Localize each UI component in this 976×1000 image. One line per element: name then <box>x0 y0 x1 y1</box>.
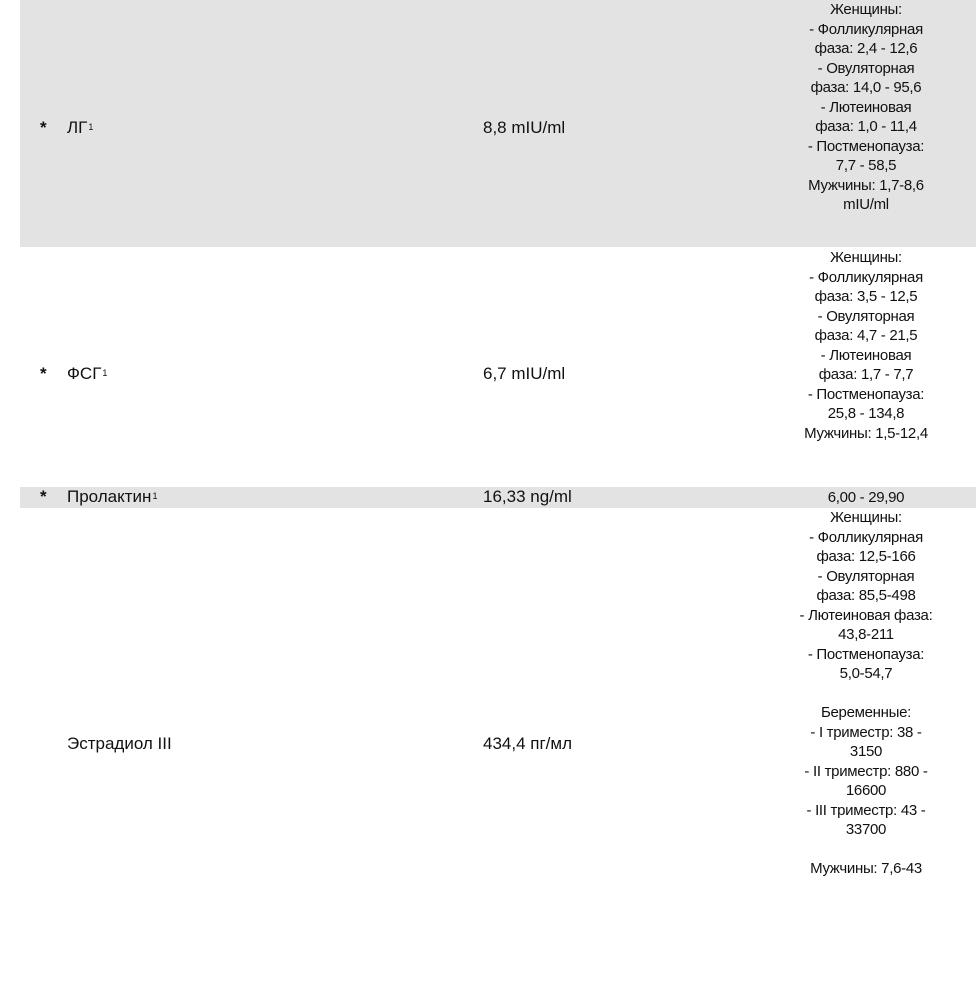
test-name <box>67 118 93 138</box>
reference-line: фаза: 2,4 - 12,6 <box>814 40 918 57</box>
table-row-prolactin <box>20 487 976 508</box>
reference-line: Мужчины: 1,5-12,4 <box>804 424 928 442</box>
reference-line: Мужчины: 1,7-8,6 <box>808 176 924 194</box>
reference-line: фаза: 85,5-498 <box>816 587 916 604</box>
reference-line: Беременные: <box>820 704 912 721</box>
reference-line: 6,00 - 29,90 <box>827 489 905 506</box>
reference-line: - Овуляторная <box>817 307 915 325</box>
reference-line: 43,8-211 <box>838 626 894 643</box>
reference-line: - Овуляторная <box>817 59 915 77</box>
reference-line: фаза: 1,7 - 7,7 <box>818 366 914 383</box>
reference-line: фаза: 14,0 - 95,6 <box>810 79 922 96</box>
test-result: 434,4 пг/мл <box>483 734 573 753</box>
reference-line: 7,7 - 58,5 <box>835 157 897 174</box>
test-name-text: ЛГ <box>67 118 88 137</box>
test-result: 16,33 ng/ml <box>483 487 572 506</box>
reference-line: - II триместр: 880 - <box>804 762 928 780</box>
reference-line: - Лютеиновая фаза: <box>799 606 933 624</box>
reference-line: - Овуляторная <box>817 567 915 585</box>
footnote-marker: 1 <box>102 368 108 378</box>
test-name-text: ФСГ <box>67 364 102 383</box>
reference-line-gap <box>748 840 976 860</box>
lab-results-table <box>20 0 976 1000</box>
table-row-fsh <box>20 247 976 487</box>
footnote-marker: 1 <box>88 122 94 132</box>
table-row-lh <box>20 0 976 247</box>
test-name <box>67 487 157 507</box>
reference-line: фаза: 12,5-166 <box>816 548 916 565</box>
reference-range <box>748 488 976 508</box>
reference-line: 16600 <box>845 782 887 799</box>
reference-line: 33700 <box>845 821 887 838</box>
test-result: 6,7 mIU/ml <box>483 364 566 383</box>
reference-line: - Постменопауза: <box>807 645 925 663</box>
reference-line: - Лютеиновая <box>820 346 912 364</box>
reference-line: Женщины: <box>830 509 902 526</box>
footnote-marker: 1 <box>152 491 158 501</box>
reference-line-gap <box>748 684 976 704</box>
reference-line: - I триместр: 38 - <box>810 723 922 741</box>
test-name-text: Эстрадиол III <box>67 734 172 753</box>
test-name <box>67 364 107 384</box>
required-marker: * <box>40 364 47 383</box>
reference-range <box>748 508 976 879</box>
reference-line: фаза: 1,0 - 11,4 <box>815 118 917 135</box>
reference-line: mIU/ml <box>843 196 889 213</box>
reference-line: - III триместр: 43 - <box>806 801 926 819</box>
reference-line: 3150 <box>849 743 883 760</box>
reference-line: - Лютеиновая <box>820 98 912 116</box>
reference-line: - Фолликулярная <box>809 20 923 38</box>
test-name-text: Пролактин <box>67 487 152 506</box>
reference-line: фаза: 4,7 - 21,5 <box>814 327 918 344</box>
reference-line: Женщины: <box>830 249 902 266</box>
reference-line: 25,8 - 134,8 <box>827 405 905 422</box>
reference-line: - Постменопауза: <box>807 385 925 403</box>
reference-line: - Фолликулярная <box>809 528 923 546</box>
reference-range <box>748 248 976 443</box>
reference-line: 5,0-54,7 <box>839 665 893 682</box>
required-marker: * <box>40 487 47 506</box>
reference-line: Женщины: <box>830 1 902 18</box>
test-name <box>67 734 173 754</box>
required-marker: * <box>40 118 47 137</box>
reference-range <box>748 0 976 215</box>
reference-line: фаза: 3,5 - 12,5 <box>814 288 918 305</box>
table-row-estradiol <box>20 508 976 1000</box>
reference-line: Мужчины: 7,6-43 <box>810 860 922 877</box>
test-result: 8,8 mIU/ml <box>483 118 566 137</box>
reference-line: - Фолликулярная <box>809 268 923 286</box>
reference-line: - Постменопауза: <box>807 137 925 155</box>
